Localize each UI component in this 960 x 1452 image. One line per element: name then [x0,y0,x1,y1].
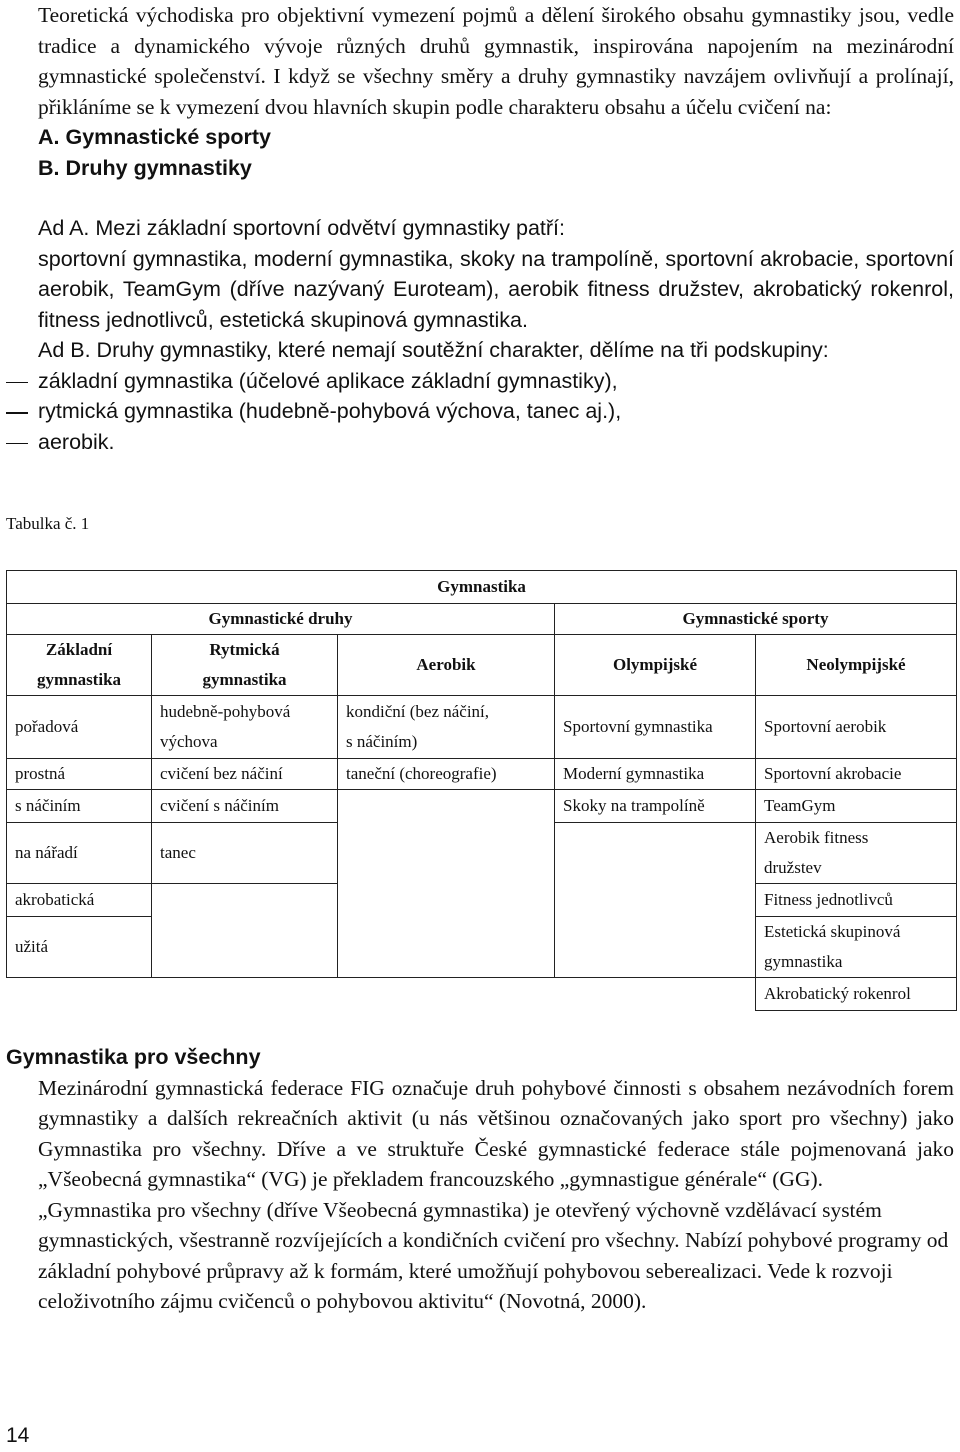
ad-b-item: rytmická gymnastika (hudebně-pohybová výchova, tanec aj.), [38,399,622,423]
header-olympijske: Olympijské [555,635,756,696]
table-row [7,978,957,1011]
table-row [7,759,957,790]
table-caption: Tabulka č. 1 [6,514,90,533]
table-cell: pořadová [7,696,152,759]
top-text [6,0,954,457]
table-cell: Fitness jednotlivců [756,884,957,917]
table-cell: Estetická skupinová gymnastika [756,917,957,978]
page-number: 14 [6,1424,30,1447]
ad-b-heading: Ad B. Druhy gymnastiky, které nemají soutěžní charakter, dělíme na tři podskupiny: [38,338,829,362]
table-cell: Aerobik fitness družstev [756,823,957,884]
header-neolympijske: Neolympijské [756,635,957,696]
table-cell: Sportovní aerobik [756,696,957,759]
table-row [7,790,957,823]
table-cell: hudebně-pohybová výchova [152,696,338,759]
section-paragraph-2: „Gymnastika pro všechny (dříve Všeobecná gymnastika) je otevřený výchovně vzdělávací systém gymnastických, všestranně rozvíjejících a kondičních cvičení pro všechny. Nabízí pohybové programy od základní pohybové průpravy až k formám, které umožňují pohybovou seberealizaci. Vede k rozvoji celoživotního zájmu cvičenců o pohybovou aktivitu“ (Novotná, 2000). [38,1197,949,1313]
ad-a-list: sportovní gymnastika, moderní gymnastika, skoky na trampolíně, sportovní akrobacie, sportovní aerobik, TeamGym (dříve nazývaný Euroteam), aerobik fitness družstev, akrobatický rokenrol, fitness jednotlivců, estetická skupinová gymnastika. [38,246,954,332]
header-zakladni: Základní gymnastika [7,635,152,696]
table-cell: TeamGym [756,790,957,823]
table-cell: cvičení bez náčiní [152,759,338,790]
table-cell: s náčiním [7,790,152,823]
table-root: Gymnastika [7,571,957,604]
section-title: Gymnastika pro všechny [6,1045,261,1069]
table-cell: Moderní gymnastika [555,759,756,790]
table-cell-empty [152,884,338,978]
table-cell: Sportovní gymnastika [555,696,756,759]
item-b: B. Druhy gymnastiky [38,155,252,180]
table-cell: akrobatická [7,884,152,917]
group-druhy: Gymnastické druhy [7,604,555,635]
table-cell: Akrobatický rokenrol [756,978,957,1011]
section-paragraph-1: Mezinárodní gymnastická federace FIG označuje druh pohybové činnosti s obsahem nezávodních forem gymnastiky a dalších rekreačních aktivit (u nás většinou označovaných jako sport pro všechny) jako Gymnastika pro všechny. Dříve a ve struktuře České gymnastické federace stále pojmenovaná jako „Všeobecná gymnastika“ (VG) je překladem francouzského „gymnastigue générale“ (GG). [38,1075,954,1191]
section-gymnastika-pro-vsechny [6,1042,954,1317]
table-cell-empty [338,790,555,978]
table-row [7,696,957,759]
table-cell-empty [555,823,756,978]
header-aerobik: Aerobik [338,635,555,696]
table-cell: prostná [7,759,152,790]
table-cell: Skoky na trampolíně [555,790,756,823]
header-rytmicka: Rytmická gymnastika [152,635,338,696]
gymnastics-table [6,570,957,1011]
ad-b-item: aerobik. [38,429,115,454]
table-cell: kondiční (bez náčiní, s náčiním) [338,696,555,759]
table-cell: na nářadí [7,823,152,884]
table-cell: cvičení s náčiním [152,790,338,823]
intro-paragraph: Teoretická východiska pro objektivní vymezení pojmů a dělení širokého obsahu gymnastiky jsou, vedle tradice a dynamického vývoje různých druhů gymnastik, inspirována napojením na mezinárodní gymnastické společenství. I když se všechny směry a druhy gymnastiky navzájem ovlivňují a prolínají, přikláníme se k vymezení dvou hlavních skupin podle charakteru obsahu a účelu cvičení na: [38,3,954,119]
ad-a-heading: Ad A. Mezi základní sportovní odvětví gymnastiky patří: [38,216,565,240]
table-cell: tanec [152,823,338,884]
table-cell: taneční (choreografie) [338,759,555,790]
item-a: A. Gymnastické sporty [38,125,272,149]
ad-b-item: základní gymnastika (účelové aplikace základní gymnastiky), [38,368,618,393]
table-cell: užitá [7,917,152,978]
group-sporty: Gymnastické sporty [555,604,957,635]
table-cell: Sportovní akrobacie [756,759,957,790]
